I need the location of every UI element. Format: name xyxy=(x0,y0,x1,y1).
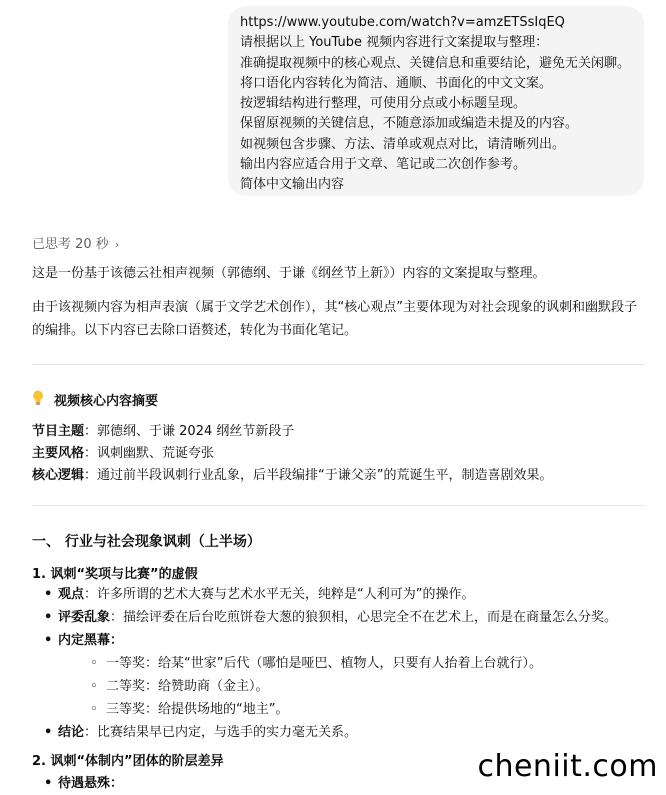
section-heading: 一、 行业与社会现象讽刺（上半场） xyxy=(32,534,261,550)
summary-key: 核心逻辑 xyxy=(32,468,85,483)
intro-paragraph: 这是一份基于该德云社相声视频（郭德纲、于谦《纲丝节上新》）内容的文案提取与整理。 xyxy=(32,266,546,281)
sub-list-item: ◦ 三等奖：给提供场地的“地主”。 xyxy=(58,698,652,721)
user-message-line: 按逻辑结构进行整理，可使用分点或小标题呈现。 xyxy=(240,96,527,112)
sub-list xyxy=(58,652,652,721)
item-value: 许多所谓的艺术大赛与艺术水平无关，纯粹是“人利可为”的操作。 xyxy=(97,587,475,602)
summary-heading xyxy=(32,390,158,409)
summary-row xyxy=(32,464,553,483)
subsection-heading: 2. 讽刺“体制内”团体的阶层差异 xyxy=(32,754,224,769)
lightbulb-icon xyxy=(32,390,46,409)
watermark: cheniit.com xyxy=(473,749,662,784)
item-value: 比赛结果早已内定，与选手的实力毫无关系。 xyxy=(97,725,358,740)
bullet-list xyxy=(32,583,652,744)
item-value: 描绘评委在后台吃煎饼卷大葱的狼狈相，心思完全不在艺术上，而是在商量怎么分奖。 xyxy=(123,610,618,625)
thought-label: 已思考 20 秒 xyxy=(32,237,109,252)
item-key: 内定黑幕 xyxy=(58,633,111,648)
thought-toggle[interactable] xyxy=(32,233,119,252)
list-item xyxy=(32,721,652,744)
user-message-line: 输出内容应适合用于文章、笔记或二次创作参考。 xyxy=(240,157,527,173)
user-message-line: 将口语化内容转化为简洁、通顺、书面化的中文文案。 xyxy=(240,75,553,91)
colon: ： xyxy=(84,446,98,461)
sub-list-item: ◦ 一等奖：给某“世家”后代（哪怕是哑巴、植物人，只要有人抬着上台就行）。 xyxy=(58,652,652,675)
item-key: 观点 xyxy=(58,587,85,602)
colon: ： xyxy=(110,633,124,648)
user-message-line: 如视频包含步骤、方法、清单或观点对比，请清晰列出。 xyxy=(240,136,566,152)
chevron-right-icon: › xyxy=(114,238,120,251)
user-message-line: https://www.youtube.com/watch?v=amzETSsIqEQ xyxy=(240,15,565,30)
list-item xyxy=(32,583,652,606)
user-message-line: 请根据以上 YouTube 视频内容进行文案提取与整理： xyxy=(240,35,549,51)
user-message-line: 简体中文输出内容 xyxy=(240,177,345,193)
divider xyxy=(32,364,644,365)
intro-paragraph: 由于该视频内容为相声表演（属于文学艺术创作），其“核心观点”主要体现为对社会现象的讽刺和幽默段子的编排。以下内容已去除口语赘述，转化为书面化笔记。 xyxy=(32,300,637,338)
user-message-line: 准确提取视频中的核心观点、关键信息和重要结论，避免无关闲聊。 xyxy=(240,55,631,71)
colon: ： xyxy=(84,424,98,439)
item-key: 评委乱象 xyxy=(58,610,111,625)
divider xyxy=(32,505,644,506)
summary-value: 郭德纲、于谦 2024 纲丝节新段子 xyxy=(97,424,295,439)
colon: ： xyxy=(84,587,98,602)
colon: ： xyxy=(110,610,124,625)
item-key: 待遇悬殊： xyxy=(58,776,124,791)
colon: ： xyxy=(84,725,98,740)
user-message-bubble xyxy=(228,6,644,196)
user-message-line: 保留原视频的关键信息，不随意添加或编造未提及的内容。 xyxy=(240,116,579,132)
list-item xyxy=(32,629,652,721)
subsection-heading: 1. 讽刺“奖项与比赛”的虚假 xyxy=(32,567,198,582)
summary-key: 主要风格 xyxy=(32,446,85,461)
item-key: 结论 xyxy=(58,725,85,740)
summary-row xyxy=(32,420,294,439)
summary-value: 通过前半段讽刺行业乱象，后半段编排“于谦父亲”的荒诞生平，制造喜剧效果。 xyxy=(97,468,553,483)
summary-key: 节目主题 xyxy=(32,424,85,439)
sub-list-item: ◦ 二等奖：给赞助商（金主）。 xyxy=(58,675,652,698)
summary-title: 视频核心内容摘要 xyxy=(54,394,159,409)
summary-value: 讽刺幽默、荒诞夸张 xyxy=(97,446,215,461)
summary-row xyxy=(32,442,214,461)
list-item xyxy=(32,606,652,629)
colon: ： xyxy=(84,468,98,483)
